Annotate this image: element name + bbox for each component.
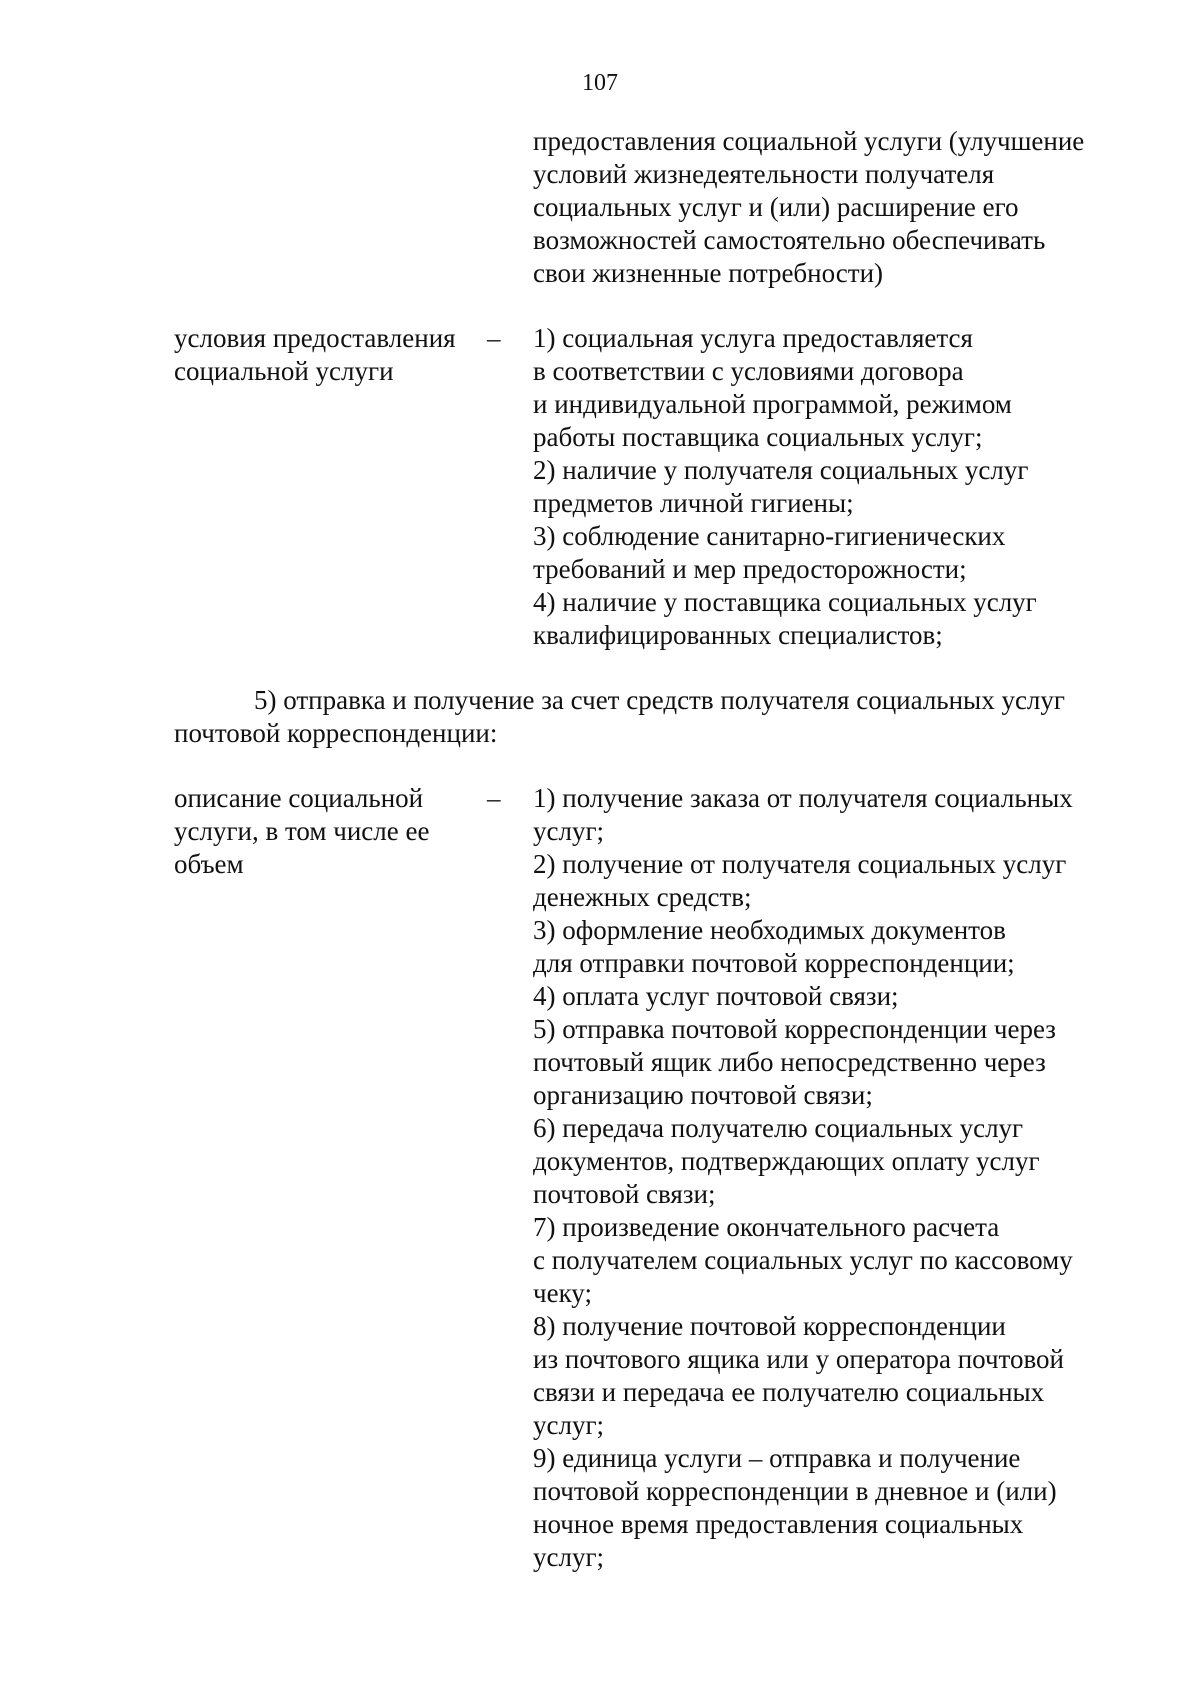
text-line: чеку; [533,1278,592,1308]
text-line: для отправки почтовой корреспонденции; [533,948,1015,978]
term-label: описание социальной [174,783,424,813]
text-line: 3) оформление необходимых документов [533,915,1006,945]
text-line: квалифицированных специалистов; [533,620,943,650]
text-line: 8) получение почтовой корреспонденции [533,1311,1006,1341]
text-line: 2) наличие у получателя социальных услуг [533,455,1029,485]
text-line: требований и мер предосторожности; [533,554,967,584]
text-line: из почтового ящика или у оператора почтовой [533,1344,1065,1374]
text-line: работы поставщика социальных услуг; [533,422,983,452]
text-line: 4) оплата услуг почтовой связи; [533,981,899,1011]
text-line: 7) произведение окончательного расчета [533,1212,1000,1242]
text-line: с получателем социальных услуг по кассовому [533,1245,1073,1275]
text-line: связи и передача ее получателю социальных [533,1377,1045,1407]
text-line: почтовой связи; [533,1179,716,1209]
page-number: 107 [582,70,618,96]
dash-separator: – [487,783,501,813]
text-line: социальных услуг и (или) расширение его [533,192,1019,222]
term-label: условия предоставления [174,323,456,353]
text-line: услуг; [533,1410,605,1440]
text-line: 6) передача получателю социальных услуг [533,1113,1024,1143]
term-label: услуги, в том числе ее [174,816,430,846]
text-line: 2) получение от получателя социальных услуг [533,849,1067,879]
text-line: 4) наличие у поставщика социальных услуг [533,587,1037,617]
text-line: почтовой корреспонденции: [174,718,498,748]
text-line: организацию почтовой связи; [533,1080,873,1110]
text-line: документов, подтверждающих оплату услуг [533,1146,1040,1176]
text-line: предметов личной гигиены; [533,488,854,518]
text-line: услуг; [533,1542,605,1572]
text-line: услуг; [533,816,605,846]
text-line: денежных средств; [533,882,752,912]
text-line: условий жизнедеятельности получателя [533,159,995,189]
text-line: и индивидуальной программой, режимом [533,389,1012,419]
dash-separator: – [487,323,501,353]
text-line: в соответствии с условиями договора [533,356,964,386]
text-line: почтовый ящик либо непосредственно через [533,1047,1046,1077]
text-line: 9) единица услуги – отправка и получение [533,1443,1021,1473]
text-line: предоставления социальной услуги (улучшение [533,126,1085,156]
text-line: 1) социальная услуга предоставляется [533,323,973,353]
text-line: 5) отправка и получение за счет средств получателя социальных услуг [254,685,1065,715]
text-line: 1) получение заказа от получателя социальных [533,783,1073,813]
term-label: объем [174,849,244,879]
term-label: социальной услуги [174,356,394,386]
text-line: почтовой корреспонденции в дневное и (или) [533,1476,1057,1506]
text-line: свои жизненные потребности) [533,258,884,288]
text-line: возможностей самостоятельно обеспечивать [533,225,1046,255]
text-line: ночное время предоставления социальных [533,1509,1024,1539]
text-line: 3) соблюдение санитарно-гигиенических [533,521,1006,551]
text-line: 5) отправка почтовой корреспонденции через [533,1014,1056,1044]
